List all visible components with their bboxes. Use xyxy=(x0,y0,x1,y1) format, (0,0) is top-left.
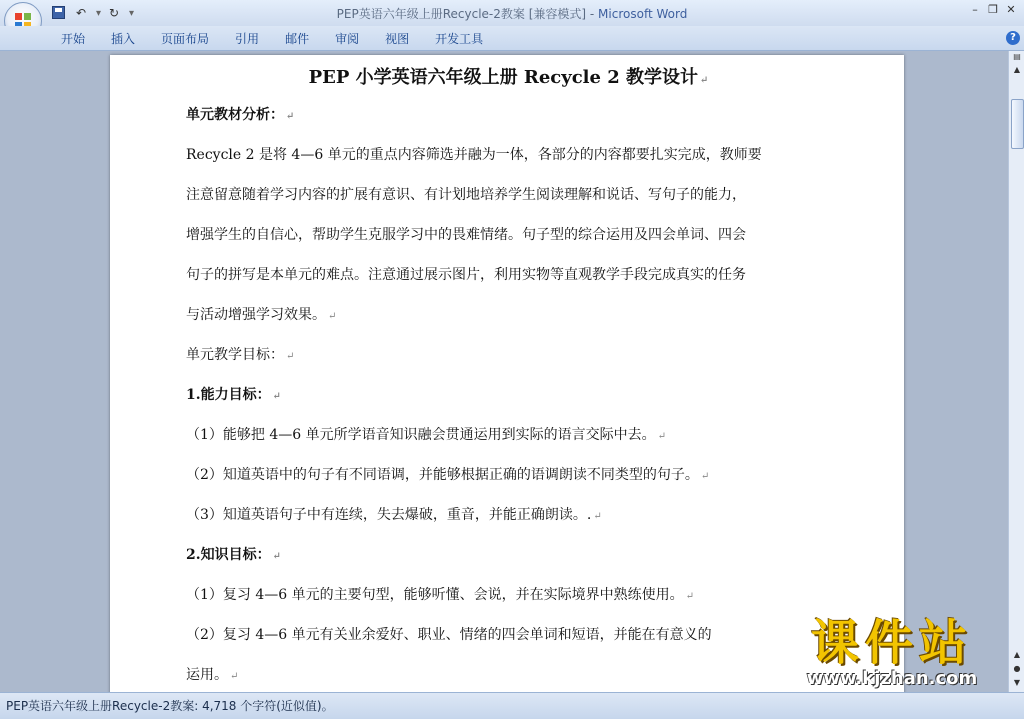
next-page-icon[interactable]: ▼ xyxy=(1013,678,1021,687)
document-line[interactable] xyxy=(186,615,831,655)
tab-0[interactable]: 开始 xyxy=(61,32,86,46)
document-name: PEP英语六年级上册Recycle-2教案 [兼容模式] xyxy=(336,7,587,21)
document-line-text: 单元教材分析： xyxy=(186,107,284,123)
document-lines xyxy=(186,95,831,692)
close-button[interactable]: ✕ xyxy=(1006,3,1016,16)
document-line[interactable] xyxy=(186,455,831,495)
document-line-text: （2）复习 4—6 单元有关业余爱好、职业、情绪的四会单词和短语，并能在有意义的 xyxy=(186,627,712,643)
select-browse-object-icon[interactable]: ● xyxy=(1013,664,1021,673)
window-title xyxy=(0,5,1024,22)
document-line-text: 句子的拼写是本单元的难点。注意通过展示图片，利用实物等直观教学手段完成真实的任务 xyxy=(186,267,746,283)
app-name: Microsoft Word xyxy=(598,7,688,21)
ribbon-tabs xyxy=(48,30,496,48)
document-line[interactable] xyxy=(186,95,831,135)
restore-button[interactable]: ❐ xyxy=(988,3,998,16)
paragraph-mark-icon: ↵ xyxy=(272,391,282,402)
document-line-text: （1）复习 4—6 单元的主要句型，能够听懂、会说，并在实际境界中熟练使用。 xyxy=(186,587,684,603)
document-line[interactable] xyxy=(186,295,831,335)
ribbon-tab-bar xyxy=(0,26,1024,51)
document-line[interactable] xyxy=(186,575,831,615)
document-line-text: 运用。 xyxy=(186,667,228,683)
watermark-cn: 课件站 xyxy=(810,615,973,671)
title-separator: - xyxy=(586,7,599,21)
scroll-thumb[interactable] xyxy=(1011,99,1024,149)
title-bar xyxy=(0,0,1024,26)
tab-7[interactable]: 开发工具 xyxy=(435,32,484,46)
previous-page-icon[interactable]: ▲ xyxy=(1013,650,1021,659)
paragraph-mark-icon: ↵ xyxy=(286,111,295,122)
paragraph-mark-icon: ↵ xyxy=(700,471,710,482)
document-line-text: （1）能够把 4—6 单元所学语音知识融会贯通运用到实际的语言交际中去。 xyxy=(186,427,656,443)
watermark-url: www.kjzhan.com xyxy=(806,668,978,689)
undo-dropdown-icon[interactable]: ▾ xyxy=(96,7,102,19)
paragraph-mark-icon: ↵ xyxy=(328,311,337,322)
document-line-text: （3）知道英语句子中有连续，失去爆破，重音，并能正确朗读。. xyxy=(186,507,592,523)
redo-icon: ↻ xyxy=(109,6,120,20)
document-line[interactable] xyxy=(186,375,831,415)
paragraph-mark-icon: ↵ xyxy=(286,351,295,362)
tab-1[interactable]: 插入 xyxy=(111,32,136,46)
tab-3[interactable]: 引用 xyxy=(235,32,260,46)
document-line-text: 注意留意随着学习内容的扩展有意识、有计划地培养学生阅读理解和说话、写句子的能力， xyxy=(186,187,746,203)
document-workspace[interactable] xyxy=(0,51,1008,692)
status-bar xyxy=(0,692,1024,719)
watermark-logo xyxy=(774,616,1010,692)
document-body[interactable] xyxy=(186,61,831,692)
scroll-up-icon[interactable]: ▲ xyxy=(1013,65,1021,74)
document-line[interactable] xyxy=(186,135,831,175)
document-line-text: 与活动增强学习效果。 xyxy=(186,307,326,323)
document-page[interactable] xyxy=(110,55,904,692)
document-title-text: PEP 小学英语六年级上册 Recycle 2 教学设计 xyxy=(308,67,699,88)
document-line-text: （2）知道英语中的句子有不同语调，并能够根据正确的语调朗读不同类型的句子。 xyxy=(186,467,699,483)
paragraph-mark-icon: ↵ xyxy=(700,75,709,86)
document-line[interactable] xyxy=(186,415,831,455)
paragraph-mark-icon: ↵ xyxy=(657,431,667,442)
document-line[interactable] xyxy=(186,215,831,255)
paragraph-mark-icon: ↵ xyxy=(272,551,282,562)
paragraph-mark-icon: ↵ xyxy=(230,671,239,682)
document-title[interactable] xyxy=(186,61,831,95)
document-line-text: 1.能力目标： xyxy=(186,387,271,403)
paragraph-mark-icon: ↵ xyxy=(685,591,695,602)
tab-4[interactable]: 邮件 xyxy=(285,32,310,46)
tab-2[interactable]: 页面布局 xyxy=(161,32,210,46)
minimize-button[interactable]: – xyxy=(972,3,978,16)
document-line[interactable] xyxy=(186,255,831,295)
document-line[interactable] xyxy=(186,335,831,375)
tab-5[interactable]: 审阅 xyxy=(335,32,360,46)
help-icon[interactable]: ? xyxy=(1006,31,1020,45)
document-line[interactable] xyxy=(186,495,831,535)
customize-qat-icon[interactable]: ▾ xyxy=(129,7,135,19)
window-controls xyxy=(966,2,1020,18)
ruler-toggle-icon[interactable]: ▤ xyxy=(1013,52,1021,61)
document-line-text: 单元教学目标： xyxy=(186,347,284,363)
vertical-scrollbar[interactable] xyxy=(1008,51,1024,692)
document-line[interactable] xyxy=(186,175,831,215)
document-line-text: Recycle 2 是将 4—6 单元的重点内容筛选并融为一体，各部分的内容都要扎实完成，教师要 xyxy=(186,147,762,163)
document-line[interactable] xyxy=(186,655,831,692)
document-line-text: 增强学生的自信心，帮助学生克服学习中的畏难情绪。句子型的综合运用及四会单词、四会 xyxy=(186,227,746,243)
document-line-text: 2.知识目标： xyxy=(186,547,271,563)
tab-6[interactable]: 视图 xyxy=(385,32,410,46)
undo-icon: ↶ xyxy=(75,6,87,20)
paragraph-mark-icon: ↵ xyxy=(593,511,602,522)
document-line[interactable] xyxy=(186,535,831,575)
status-text[interactable]: PEP英语六年级上册Recycle-2教案: 4,718 个字符(近似值)。 xyxy=(6,699,334,713)
